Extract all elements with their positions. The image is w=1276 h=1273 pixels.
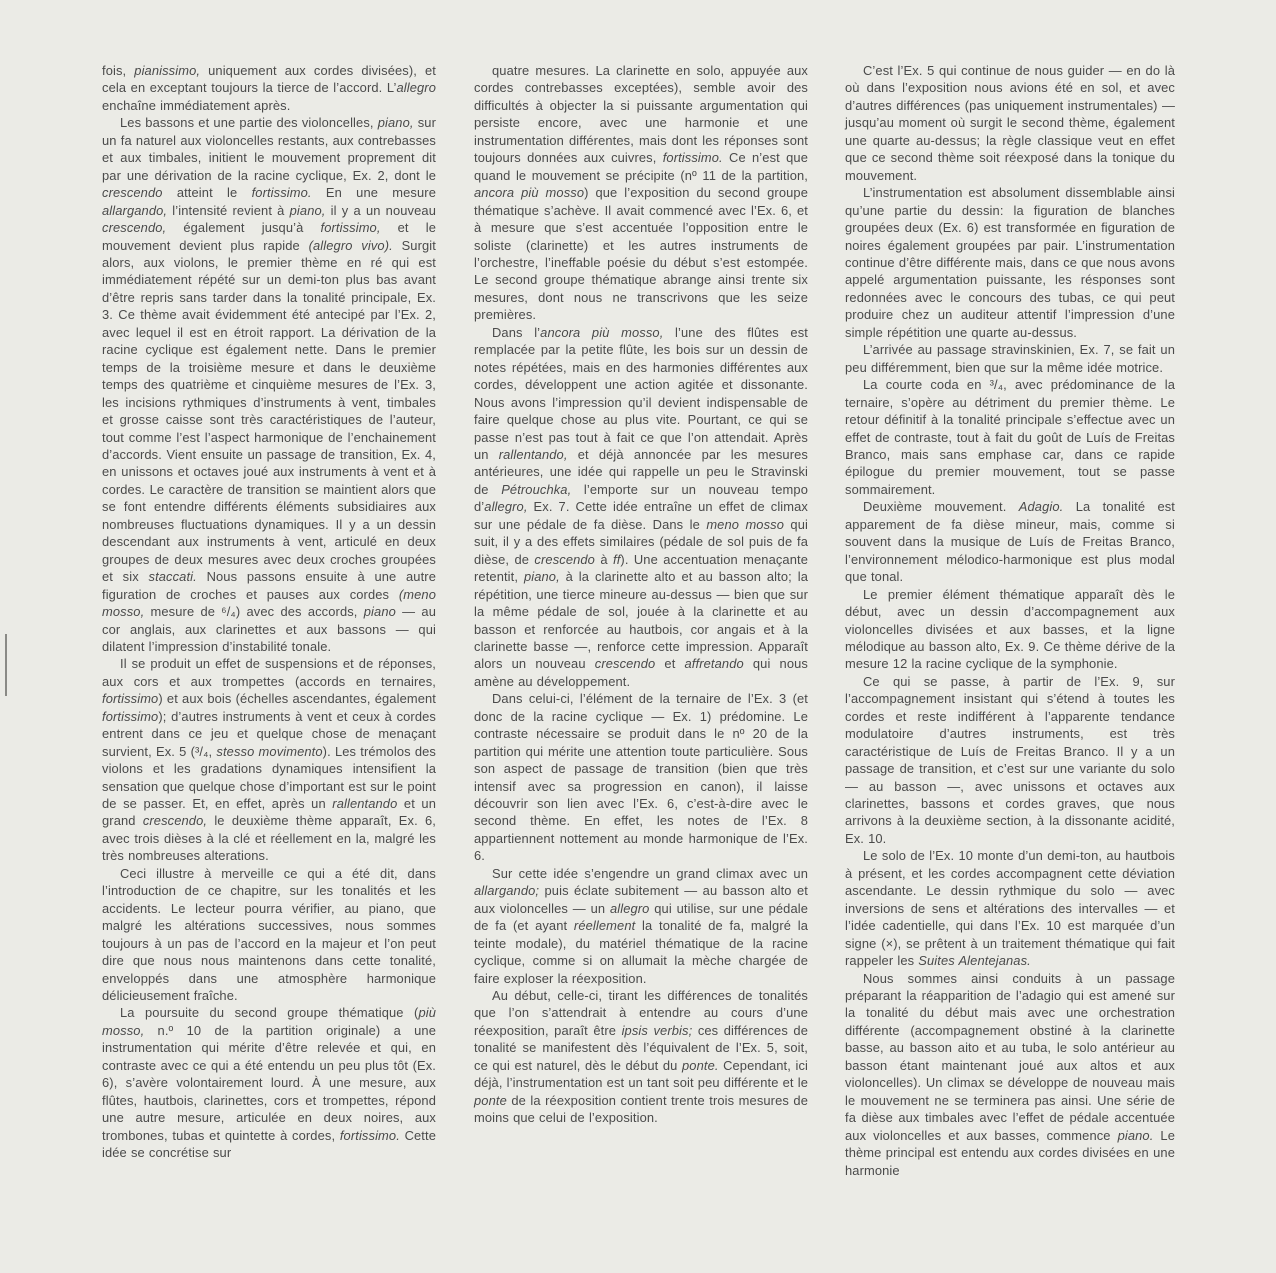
text-run: Dans l’ — [492, 324, 541, 340]
italic-run: crescendo — [534, 551, 595, 567]
text-run: ). Une accentuation menaçante retentit, — [474, 551, 809, 585]
text-run: Ex. 7. Cette idée entraîne un effet de climax sur une pédale de fa dièse. Dans le — [474, 499, 808, 532]
italic-run: allargando; — [474, 883, 540, 899]
text-run: ). Les trémolos des violons et les gradations dynamiques intensifient la sensation que quelque chose d’important est sur le point de se passer. Et, en effet, après un — [102, 743, 436, 812]
paragraph — [845, 62, 1175, 184]
paragraph — [474, 865, 808, 987]
text-run: ) que l’exposition du second groupe thématique s’achève. Il avait commencé avec l’Ex. 6, et à mesure que s’est accentuée l’opposition entre le soliste (clarinette) et les autres instruments de l’orchestre, l’ineffable poésie du début s’est estompée. Le second groupe thématique abrange ainsi trente six mesures, dont nous ne transcrivons que les seize premières. — [474, 185, 808, 323]
italic-run: allegro — [396, 80, 436, 96]
text-run: l’une des flûtes est remplacée par la petite flûte, les bois sur un dessin de notes répétées, mais en des harmonies différentes aux cordes, développent une action agitée et dissonante. Nous avons l’impression qu’il devient indispensable de faire quelque chose au plus vite. Pourtant, ce qui se passe n’est pas tout à fait ce que l’on attendait. Après un — [474, 324, 808, 462]
text-run: — au cor anglais, aux clarinettes et aux bassons — qui dilatent l’impression d’instabilité tonale. — [102, 604, 436, 654]
italic-run: piano — [363, 604, 396, 620]
text-run: n.º 10 de la partition originale) a une instrumentation qui mérite d’être relevée et qui, en contraste avec ce qui a été entendu un peu plus tôt (Ex. 6), s’avère volontairement lourd. À une mesure, aux flûtes, hautbois, clarinettes, cors et trompettes, répond une autre mesure, articulée en deux noires, aux trombones, tubas et quintette à cordes, — [102, 1022, 436, 1143]
italic-run: ff — [613, 551, 621, 567]
italic-run: Pétrouchka, — [501, 481, 572, 497]
text-run: Ce qui se passe, à partir de l’Ex. 9, sur l’accompagnement insistant qui s’étend à toutes les cordes et reste indifférent à l’apparente tendance modulatoire d’autres instruments, est très caractéristique de Luís de Freitas Branco. Il y a un passage de transition, et c’est sur une variante du solo — au basson —, avec unissons et octaves aux clarinettes, bassons et cordes graves, que nous arrivons à la deuxième section, à la dissonante acidité, Ex. 10. — [845, 673, 1175, 846]
italic-run: piano, — [523, 569, 560, 585]
text-run: L’arrivée au passage stravinskinien, Ex. 7, se fait un peu différemment, bien que sur la même idée motrice. — [845, 342, 1175, 375]
text-run: la tonalité de fa, malgré la teinte modale), du matériel thématique de la racine cyclique, comme si on allumait la mèche chargée de faire exploser la réexposition. — [474, 918, 808, 986]
text-run: et le mouvement devient plus rapide — [102, 220, 436, 253]
text-run: qui utilise, sur une pédale de fa (et ayant — [474, 900, 809, 934]
italic-run: (allegro vivo). — [308, 237, 393, 253]
text-run: de la réexposition contient trente trois mesures de moins que celui de l’exposition. — [474, 1092, 808, 1126]
italic-run: piano, — [289, 202, 326, 218]
text-run: Ce n’est que quand le mouvement se précipite (nº 11 de la partition, — [474, 150, 808, 183]
italic-run: crescendo — [594, 656, 656, 672]
text-run: mesure de ⁶/₄) avec des accords, — [144, 604, 364, 620]
text-column-3 — [845, 62, 1175, 1179]
text-column-1 — [102, 62, 436, 1162]
text-run: Nous passons ensuite à une autre figuration de croches et pauses aux cordes — [102, 569, 436, 602]
text-run: Cependant, ici déjà, l’instrumentation est un tant soit peu différente et le — [474, 1057, 809, 1091]
italic-run: piano. — [1117, 1127, 1154, 1143]
text-run: C’est l’Ex. 5 qui continue de nous guider — en do là où dans l’exposition nous avions été en sol, et avec d’autres différences (pas uniquement instrumentales) — jusqu’au moment où surgit le second thème, également une quarte au-dessus; la règle classique veut en effet que ce second thème soit réexposé dans la tonique du mouvement. — [845, 63, 1175, 183]
text-run: L’instrumentation est absolument dissemblable ainsi qu’une partie du dessin: la figuration de blanches groupées deux (Ex. 6) est transformée en figuration de noires également groupées par pair. L’instrumentation continue d’être différente mais, dans ce que nous avons appelé argumentation puissante, les résponses sont redonnées avec le concours des tubas, ce qui peut produire chez un auditeur attentif l’impression d’une simple répétition une quarte au-dessus. — [845, 185, 1175, 340]
italic-run: più mosso, — [102, 1005, 436, 1038]
italic-run: crescendo, — [142, 813, 208, 829]
text-run: fois, — [102, 63, 135, 78]
text-run: Cette idée se concrétise sur — [102, 1127, 436, 1161]
text-run: uniquement aux cordes divisées), et cela en exceptant toujours la tierce de l’accord. L’ — [102, 63, 437, 96]
text-run: quatre mesures. La clarinette en solo, appuyée aux cordes contrebasses exceptées), semble avoir des difficultés à objecter la si puissante argumentation qui persiste encore, avec une harmonie et une instrumentation différentes, mais dont les réponses sont toujours données aux cuivres, — [474, 63, 808, 166]
text-run: Dans celui-ci, l’élément de la ternaire de l’Ex. 3 (et donc de la racine cyclique — Ex. 1) prédomine. Le contraste nécessaire se produit dans le nº 20 de la partition qui mérite une attention toute particulière. Sous son aspect de passage de transition (bien que très intensif avec sa progression en canon), il laisse découvrir son lien avec l’Ex. 6, c’est-à-dire avec le second thème. En effet, les notes de l’Ex. 8 appartiennent nottement au monde harmonique de l’Ex. 6. — [474, 691, 808, 864]
text-run: l’intensité revient à — [167, 202, 290, 218]
italic-run: rallentando — [332, 796, 398, 812]
italic-run: crescendo, — [102, 220, 167, 236]
text-run: La tonalité est apparement de fa dièse mineur, mais, comme si souvent dans la musique de Luís de Freitas Branco, l’environnement mélodico-harmonique est plus modal que tonal. — [845, 499, 1176, 585]
paragraph — [474, 62, 808, 324]
italic-run: crescendo — [102, 185, 163, 201]
text-run: sur un fa naturel aux violoncelles restants, aux contrebasses et aux timbales, initient le mouvement proprement dit par une dérivation de la racine cyclique, Ex. 2, dont le — [102, 115, 437, 183]
text-run: le deuxième thème apparaît, Ex. 6, avec trois dièses à la clé et réellement en la, malgré les très nombreuses alterations. — [102, 813, 436, 864]
paragraph — [845, 847, 1175, 969]
italic-run: ipsis verbis; — [621, 1022, 693, 1038]
paragraph — [474, 690, 808, 865]
italic-run: fortissimo — [102, 708, 159, 724]
text-run: et un grand — [102, 796, 436, 829]
text-run: Le premier élément thématique apparaît dès le début, avec un dessin d’accompagnement aux violoncelles divisées et aux basses, et la ligne mélodique au basson alto, Ex. 9. Ce thème dérive de la mesure 12 la racine cyclique de la symphonie. — [845, 586, 1175, 672]
italic-run: fortissimo. — [339, 1127, 400, 1143]
text-run: également jusqu’à — [166, 220, 321, 236]
text-run: Au début, celle-ci, tirant les différences de tonalités que l’on s’attendrait à entendre au cours d’une réexposition, paraît être — [474, 988, 808, 1038]
italic-run: ponte — [474, 1092, 507, 1108]
italic-run: Suites Alentejanas. — [918, 953, 1031, 969]
text-run: La courte coda en ³/₄, avec prédominance de la ternaire, s’opère au détriment du premier thème. Le retour définitif à la tonalité principale s’effectue avec un effet de contraste, tout à fait du goût de Luís de Freitas Branco, mais sans emphase car, dans ce rapide épilogue du premier mouvement, tout se passe sommairement. — [845, 377, 1175, 497]
italic-run: (meno mosso, — [102, 586, 436, 620]
paragraph — [102, 865, 436, 1005]
text-run: Il se produit un effet de suspensions et de réponses, aux cors et aux trompettes (accords en ternaires, — [102, 656, 436, 689]
paragraph — [474, 987, 808, 1127]
italic-run: fortissimo. — [662, 150, 723, 166]
italic-run: ancora più mosso — [474, 185, 585, 201]
italic-run: fortissimo. — [251, 185, 312, 201]
text-run: puis éclate subitement — au basson alto et aux violoncelles — un — [474, 883, 808, 916]
text-run: Le thème principal est entendu aux cordes divisées en une harmonie — [845, 1127, 1175, 1178]
text-run: qui nous amène au développement. — [474, 656, 808, 689]
paragraph — [845, 673, 1175, 848]
text-run: Surgit alors, aux violons, le premier thème en ré qui est immédiatement répété sur un demi-ton plus bas avant d’être repris sans tarder dans la tonalité principale, Ex. 3. Ce thème avait évidemment été antecipé par l’Ex. 2, avec lequel il est en étroit rapport. La dérivation de la racine cyclique est également nette. Dans le premier temps de la troisième mesure et dans le deuxième temps des quatrième et cinquième mesures de l’Ex. 3, les incisions rythmiques d’instruments à vent, timbales et grosse caisse sont très caractéristiques de l’auteur, tout comme l’est l’aspect harmonique de l’enchainement d’accords. Vient ensuite un passage de transition, Ex. 4, en unissons et octaves joué aux instruments à vent et à cordes. Le caractère de transition se maintient alors que se font entendre différents éléments subsidiaires aux nombreuses fluctuations dynamiques. Il y a un dessin descendant aux instruments à vent, articulé en deux groupes de deux mesures avec deux croches groupées et six — [102, 237, 436, 585]
italic-run: fortissimo — [102, 691, 159, 707]
text-run: et — [655, 656, 685, 672]
text-run: Deuxième mouvement. — [863, 499, 1019, 515]
text-run: Nous sommes ainsi conduits à un passage préparant la réapparition de l’adagio qui est amené sur la tonalité du début mais avec une orchestration différente (accompagnement obstiné à la clarinette basse, au basson aito et au tuba, le solo antérieur au basson étant maintenant joué aux altos et aux violoncelles). Un climax se développe de nouveau mais le mouvement ne se terminera pas ainsi. Une série de fa dièse aux timbales avec l’effet de pédale accentuée aux violoncelles et aux basses, commence — [845, 970, 1175, 1143]
text-run: Les bassons et une partie des violoncelles, — [120, 115, 378, 131]
italic-run: allargando, — [102, 202, 168, 218]
text-run: qui suit, il y a des effets similaires (pédale de sol puis de fa dièse, de — [474, 516, 808, 567]
text-run: Sur cette idée s’engendre un grand climax avec un — [492, 865, 808, 881]
italic-run: Adagio. — [1018, 499, 1064, 515]
italic-run: ponte. — [682, 1057, 719, 1073]
paragraph — [102, 1004, 436, 1161]
paragraph — [102, 62, 436, 114]
italic-run: fortissimo, — [320, 220, 381, 236]
text-run: et déjà annoncée par les mesures antérieures, une idée qui rappelle un peu le Stravinski de — [474, 446, 808, 497]
italic-run: allegro, — [484, 499, 528, 515]
paragraph — [845, 586, 1175, 673]
text-run: Ceci illustre à merveille ce qui a été dit, dans l’introduction de ce chapitre, sur les tonalités et les accidents. Le lecteur pourra vérifier, au piano, que malgré les altérations successives, nous sommes toujours à un pas de l’accord en la majeur et l’on peut dire que nous nous maintenons dans cette tonalité, enveloppés dans une atmosphère harmonique délicieusement fraîche. — [102, 865, 436, 1004]
text-run: ); d’autres instruments à vent et ceux à cordes entrent dans ce jeu et quelque chose de menaçant survient, Ex. 5 (³/₄, — [102, 708, 436, 759]
italic-run: piano, — [377, 115, 414, 131]
paragraph — [845, 376, 1175, 498]
italic-run: pianissimo, — [134, 63, 201, 78]
italic-run: rallentando, — [498, 446, 568, 462]
text-run: il y a un nouveau — [325, 202, 436, 218]
italic-run: ancora più mosso, — [540, 324, 664, 340]
paragraph — [474, 324, 808, 691]
paragraph — [845, 184, 1175, 341]
text-run: Le solo de l’Ex. 10 monte d’un demi-ton, au hautbois à présent, et les cordes accompagnent cette déviation ascendante. Le dessin rythmique du solo — avec inversions de sens et altérations des intervalles — et l’idée cadentielle, qui dans l’Ex. 10 est marquée d’un signe (×), se prêtent à un traitement thématique qui fait rappeler les — [845, 848, 1175, 969]
paragraph — [102, 655, 436, 864]
text-run: ces différences de tonalité se manifestent dès l’équivalent de l’Ex. 5, soit, ce qui est naturel, dès le début du — [474, 1022, 808, 1073]
text-run: à la clarinette alto et au basson alto; la répétition, une tierce mineure au-dessus — bien que sur la même pédale de sol, jouée à la clarinette et au basson et renforcée au hautbois, cor angais et à la clarinette basse —, renforce cette impression. Apparaît alors un nouveau — [474, 569, 808, 672]
text-run: ) et aux bois (échelles ascendantes, également — [158, 691, 436, 707]
italic-run: allegro — [609, 900, 650, 916]
text-run: atteint le — [162, 185, 252, 201]
text-run: En une mesure — [311, 185, 436, 201]
text-column-2 — [474, 62, 808, 1127]
paragraph — [845, 498, 1175, 585]
paragraph — [845, 341, 1175, 376]
text-run: l’emporte sur un nouveau tempo d’ — [474, 481, 808, 515]
italic-run: affretando — [684, 656, 744, 672]
binding-mark — [5, 634, 11, 696]
paragraph — [102, 114, 436, 655]
paragraph — [845, 970, 1175, 1179]
italic-run: staccati. — [148, 569, 197, 585]
italic-run: stesso movimento — [216, 743, 323, 759]
text-run: enchaîne immédiatement après. — [102, 97, 291, 113]
italic-run: meno mosso — [706, 516, 785, 532]
text-run: La poursuite du second groupe thématique ( — [120, 1005, 419, 1021]
text-run: à — [594, 551, 613, 567]
italic-run: réellement — [573, 918, 636, 934]
